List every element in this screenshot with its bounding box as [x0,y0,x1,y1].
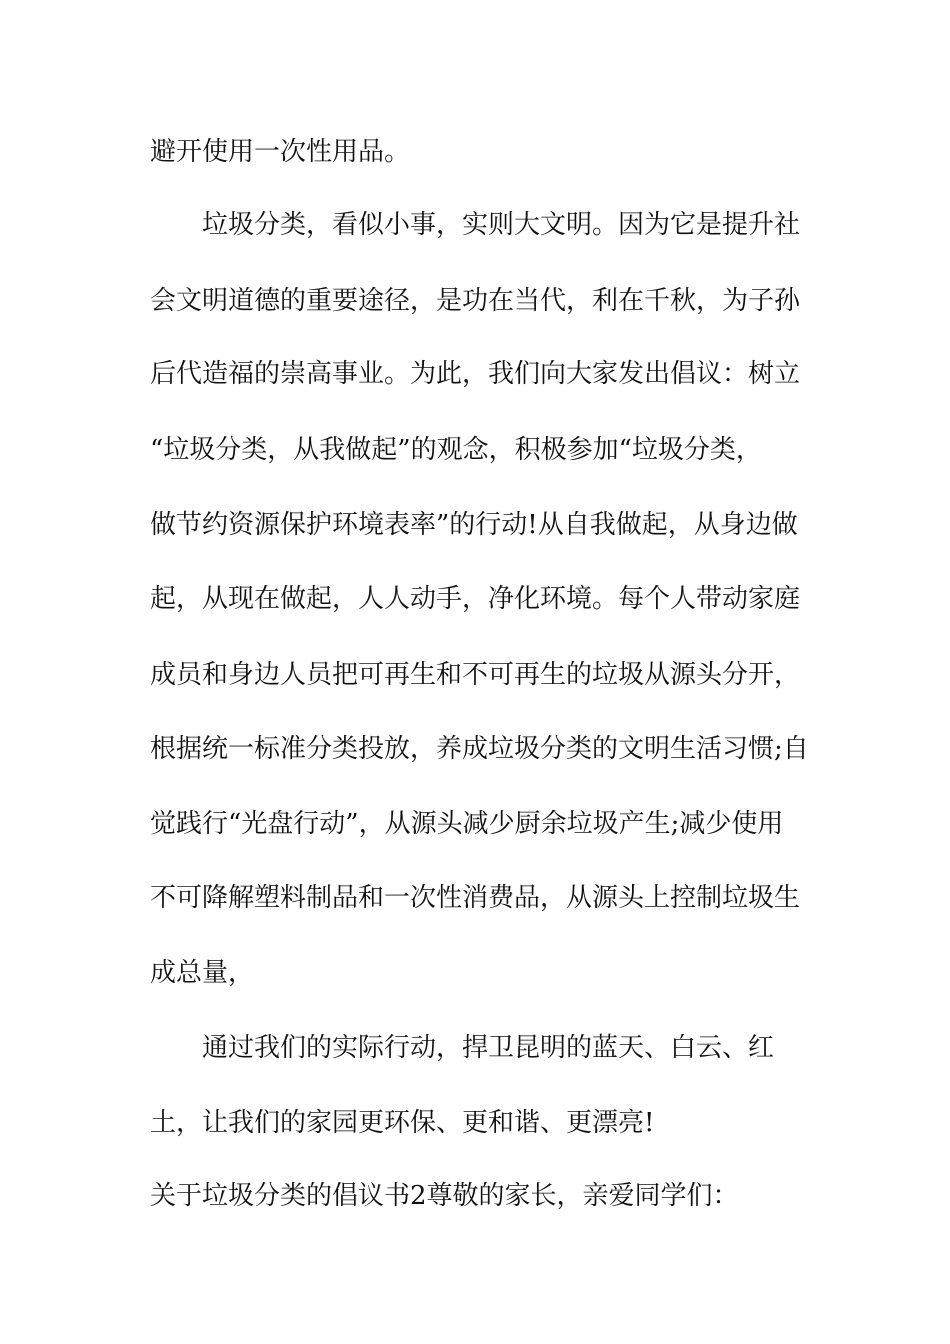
paragraph-start-line: 垃圾分类，看似小事，实则大文明。因为它是提升社 [202,210,801,240]
text-line: 起，从现在做起，人人动手，净化环境。每个人带动家庭 [150,584,801,614]
text-line: 不可降解塑料制品和一次性消费品，从源头上控制垃圾生 [150,883,801,913]
text-line: “垃圾分类，从我做起”的观念，积极参加“垃圾分类， [150,435,762,465]
text-line: 避开使用一次性用品。 [150,137,411,167]
text-line: 成总量， [150,958,255,988]
text-line: 后代造福的崇高事业。为此，我们向大家发出倡议：树立 [150,359,801,389]
text-line: 会文明道德的重要途径，是功在当代，利在千秋，为子孙 [150,286,801,316]
text-line: 根据统一标准分类投放，养成垃圾分类的文明生活习惯;自 [150,734,809,764]
text-line: 土，让我们的家园更环保、更和谐、更漂亮! [150,1108,655,1138]
text-line: 成员和身边人员把可再生和不可再生的垃圾从源头分开， [150,660,801,690]
paragraph-start-line: 通过我们的实际行动，捍卫昆明的蓝天、白云、红 [202,1033,775,1063]
text-line: 做节约资源保护环境表率”的行动!从自我做起，从身边做 [150,510,798,540]
text-line: 觉践行“光盘行动”，从源头减少厨余垃圾产生;减少使用 [150,809,784,839]
section-heading-line: 关于垃圾分类的倡议书2尊敬的家长，亲爱同学们： [150,1181,739,1211]
